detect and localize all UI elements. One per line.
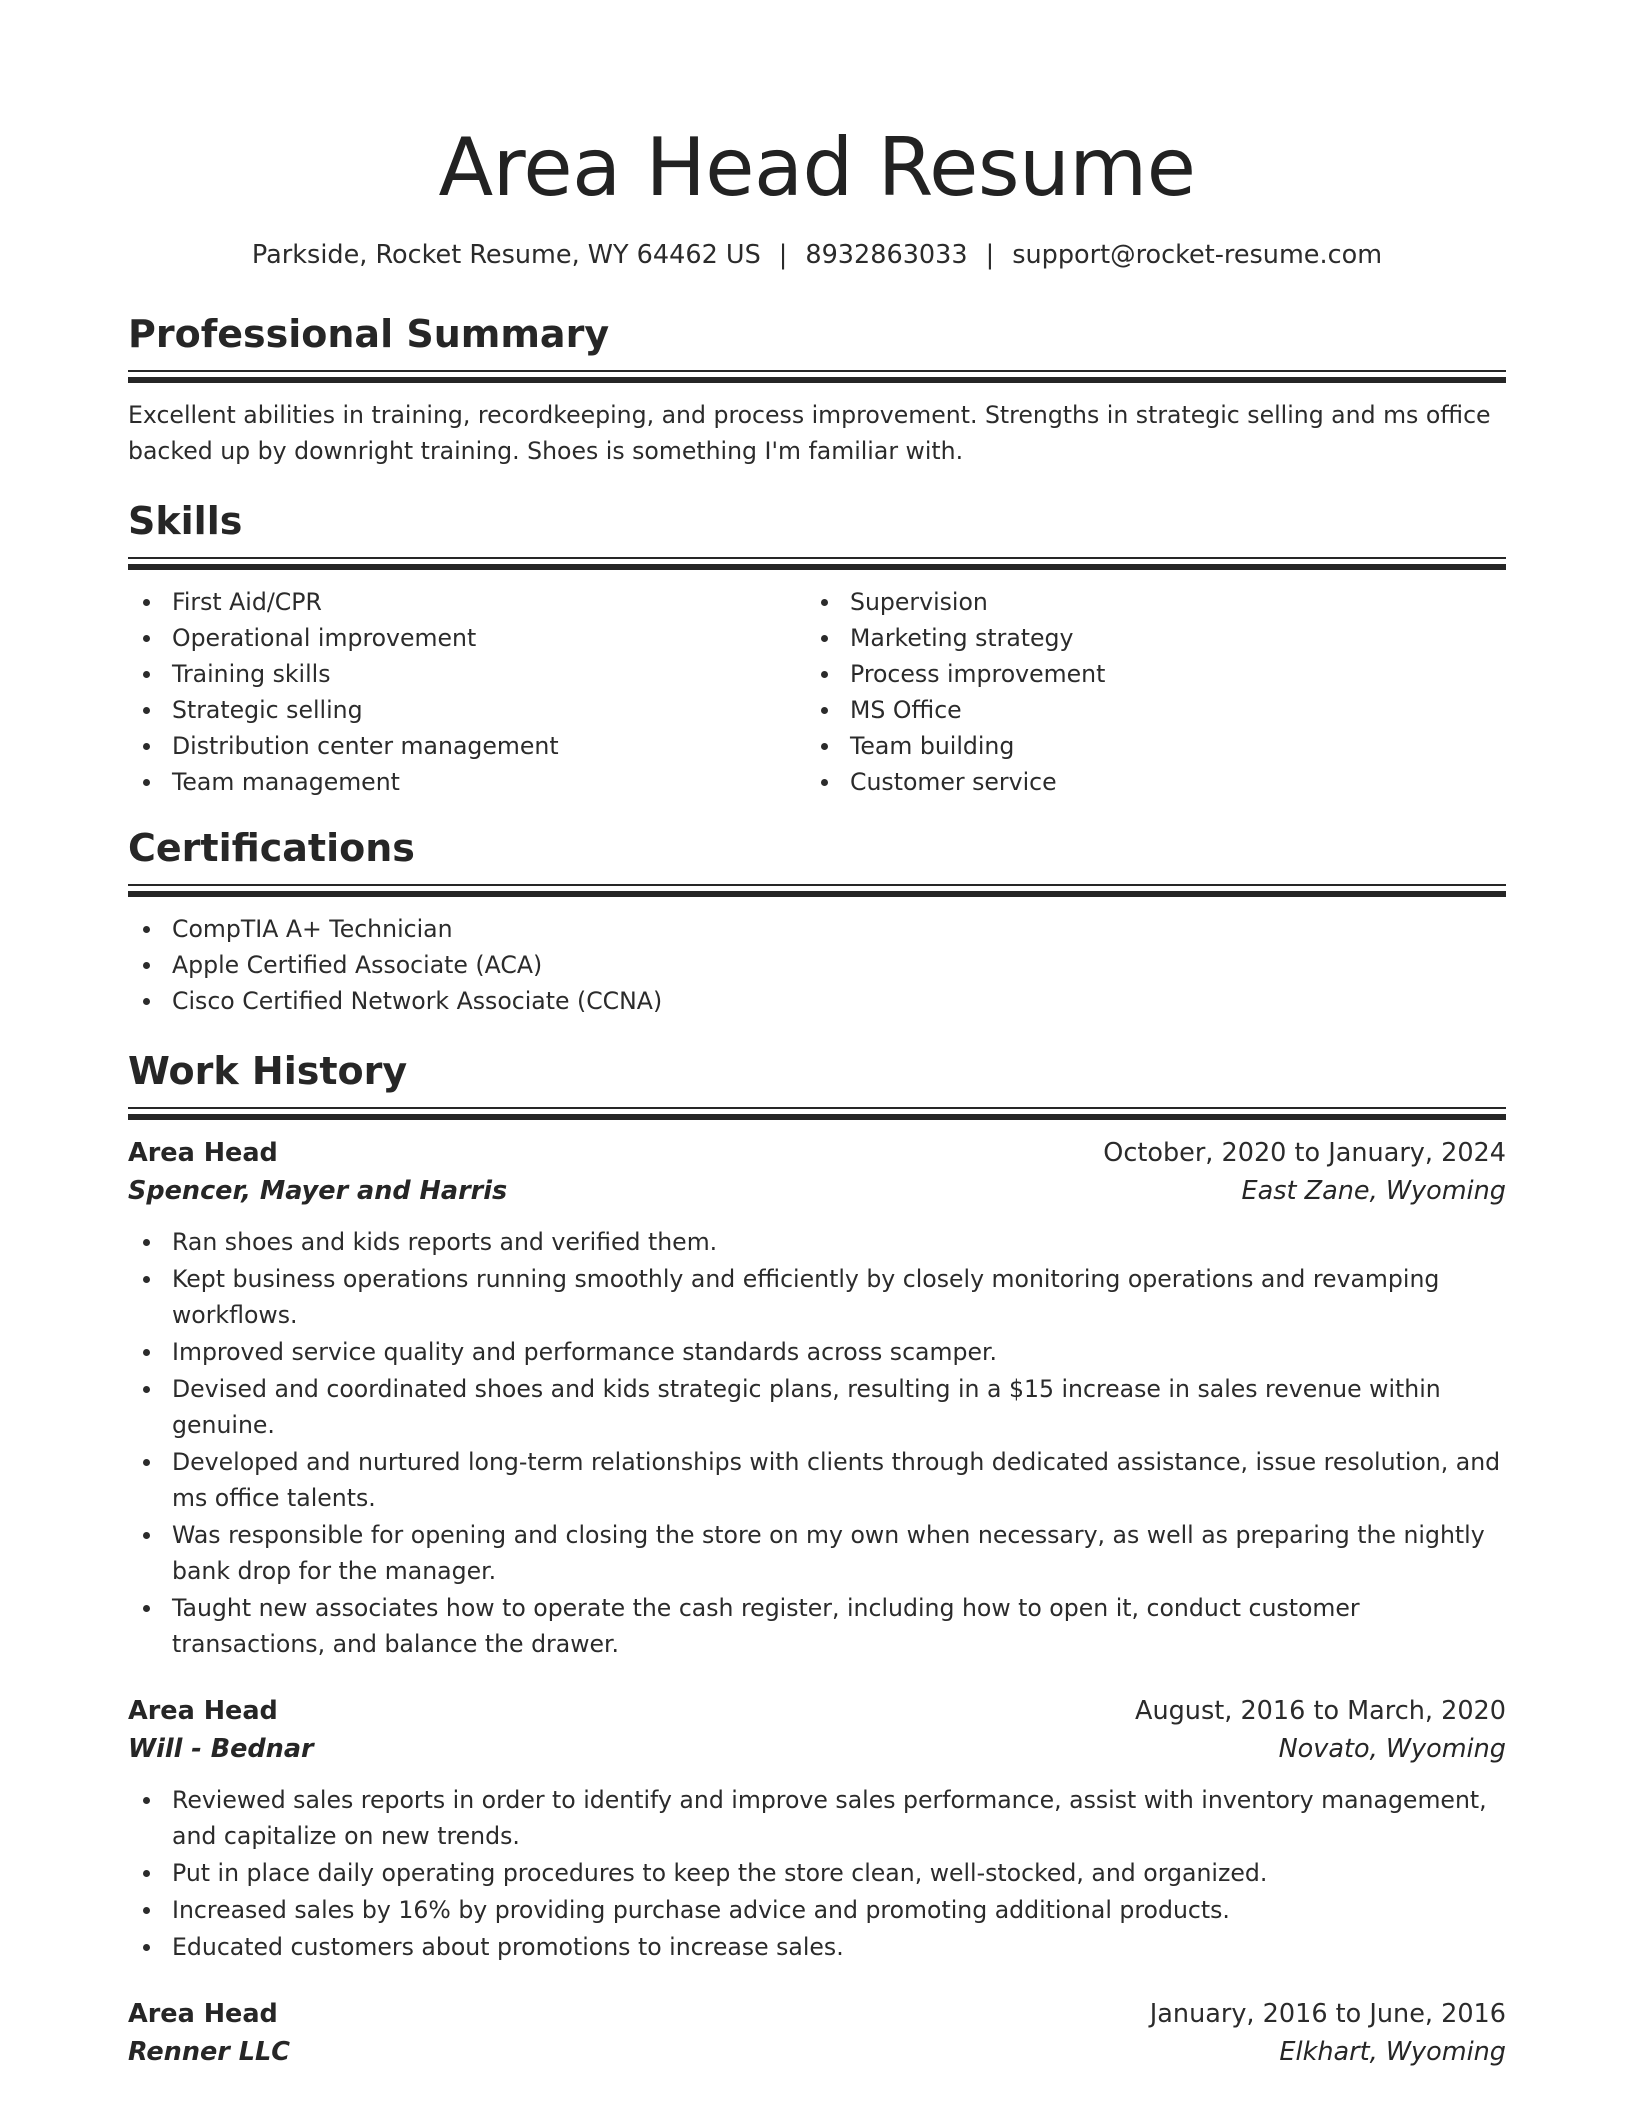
contact-phone: 8932863033	[805, 240, 968, 270]
contact-line	[128, 238, 1506, 272]
skill-item: Team management	[128, 764, 806, 800]
job-location: East Zane, Wyoming	[1241, 1176, 1506, 1206]
contact-email: support@rocket-resume.com	[1012, 240, 1383, 270]
skill-item: Customer service	[806, 764, 1484, 800]
job-bullet: Devised and coordinated shoes and kids strategic plans, resulting in a $15 increase in sales revenue within genuine.	[128, 1371, 1506, 1443]
contact-separator: |	[985, 240, 995, 270]
skills-list-right	[806, 584, 1484, 800]
certifications-section	[128, 824, 1506, 1019]
job-location: Elkhart, Wyoming	[1279, 2037, 1506, 2067]
job-bullet: Reviewed sales reports in order to identify and improve sales performance, assist with inventory management, and capitalize on new trends.	[128, 1782, 1506, 1854]
job-company: Spencer, Mayer and Harris	[128, 1176, 508, 1206]
job-subheader	[128, 1172, 1506, 1210]
certification-item: CompTIA A+ Technician	[128, 911, 1506, 947]
summary-heading: Professional Summary	[128, 312, 610, 356]
skill-item: Supervision	[806, 584, 1484, 620]
job-bullet: Put in place daily operating procedures to keep the store clean, well-stocked, and organized.	[128, 1855, 1506, 1891]
job-location: Novato, Wyoming	[1278, 1734, 1506, 1764]
job-header	[128, 1692, 1506, 1730]
job-title: Area Head	[128, 1696, 278, 1726]
job-subheader	[128, 2033, 1506, 2071]
job-title: Area Head	[128, 1999, 278, 2029]
work-history-heading: Work History	[128, 1049, 408, 1093]
skill-item: MS Office	[806, 692, 1484, 728]
job-bullets	[128, 1224, 1506, 1662]
resume-name: Area Head Resume	[438, 121, 1196, 214]
skill-item: Operational improvement	[128, 620, 806, 656]
skills-list-left	[128, 584, 806, 800]
job-entry	[128, 1995, 1506, 2071]
skill-item: Process improvement	[806, 656, 1484, 692]
job-bullet: Taught new associates how to operate the cash register, including how to open it, conduct customer transactions, and balance the drawer.	[128, 1590, 1506, 1662]
job-bullet: Ran shoes and kids reports and verified them.	[128, 1224, 1506, 1260]
job-company: Will - Bednar	[128, 1734, 314, 1764]
certifications-list	[128, 911, 1506, 1019]
job-bullet: Was responsible for opening and closing the store on my own when necessary, as well as preparing the nightly bank drop for the manager.	[128, 1517, 1506, 1589]
skills-section	[128, 497, 1506, 800]
skill-item: Marketing strategy	[806, 620, 1484, 656]
contact-separator: |	[778, 240, 788, 270]
job-bullet: Educated customers about promotions to increase sales.	[128, 1929, 1506, 1965]
contact-address: Parkside, Rocket Resume, WY 64462 US	[251, 240, 761, 270]
certification-item: Cisco Certified Network Associate (CCNA)	[128, 983, 1506, 1019]
skill-item: Strategic selling	[128, 692, 806, 728]
job-bullet: Increased sales by 16% by providing purchase advice and promoting additional products.	[128, 1892, 1506, 1928]
job-bullet: Improved service quality and performance standards across scamper.	[128, 1334, 1506, 1370]
job-dates: August, 2016 to March, 2020	[1135, 1696, 1506, 1726]
job-bullets	[128, 1782, 1506, 1965]
section-divider	[128, 370, 1506, 383]
skill-item: First Aid/CPR	[128, 584, 806, 620]
summary-section	[128, 310, 1506, 469]
job-subheader	[128, 1730, 1506, 1768]
job-header	[128, 1134, 1506, 1172]
skills-heading: Skills	[128, 499, 243, 543]
job-title: Area Head	[128, 1138, 278, 1168]
skill-item: Distribution center management	[128, 728, 806, 764]
job-header	[128, 1995, 1506, 2033]
skill-item: Training skills	[128, 656, 806, 692]
resume-page	[128, 0, 1506, 2071]
skills-grid	[128, 584, 1506, 800]
certifications-heading: Certifications	[128, 826, 415, 870]
job-entry	[128, 1134, 1506, 1662]
section-divider	[128, 884, 1506, 897]
section-divider	[128, 557, 1506, 570]
job-bullet: Developed and nurtured long-term relationships with clients through dedicated assistance, issue resolution, and ms office talents.	[128, 1444, 1506, 1516]
certification-item: Apple Certified Associate (ACA)	[128, 947, 1506, 983]
job-company: Renner LLC	[128, 2037, 290, 2067]
summary-text: Excellent abilities in training, recordkeeping, and process improvement. Strengths in strategic selling and ms office backed up by downright training. Shoes is something I'm familiar with.	[128, 401, 1491, 465]
job-bullet: Kept business operations running smoothly and efficiently by closely monitoring operations and revamping workflows.	[128, 1261, 1506, 1333]
job-dates: October, 2020 to January, 2024	[1103, 1138, 1506, 1168]
job-entry	[128, 1692, 1506, 1965]
work-history-section	[128, 1047, 1506, 2071]
skill-item: Team building	[806, 728, 1484, 764]
job-dates: January, 2016 to June, 2016	[1149, 1999, 1506, 2029]
section-divider	[128, 1107, 1506, 1120]
